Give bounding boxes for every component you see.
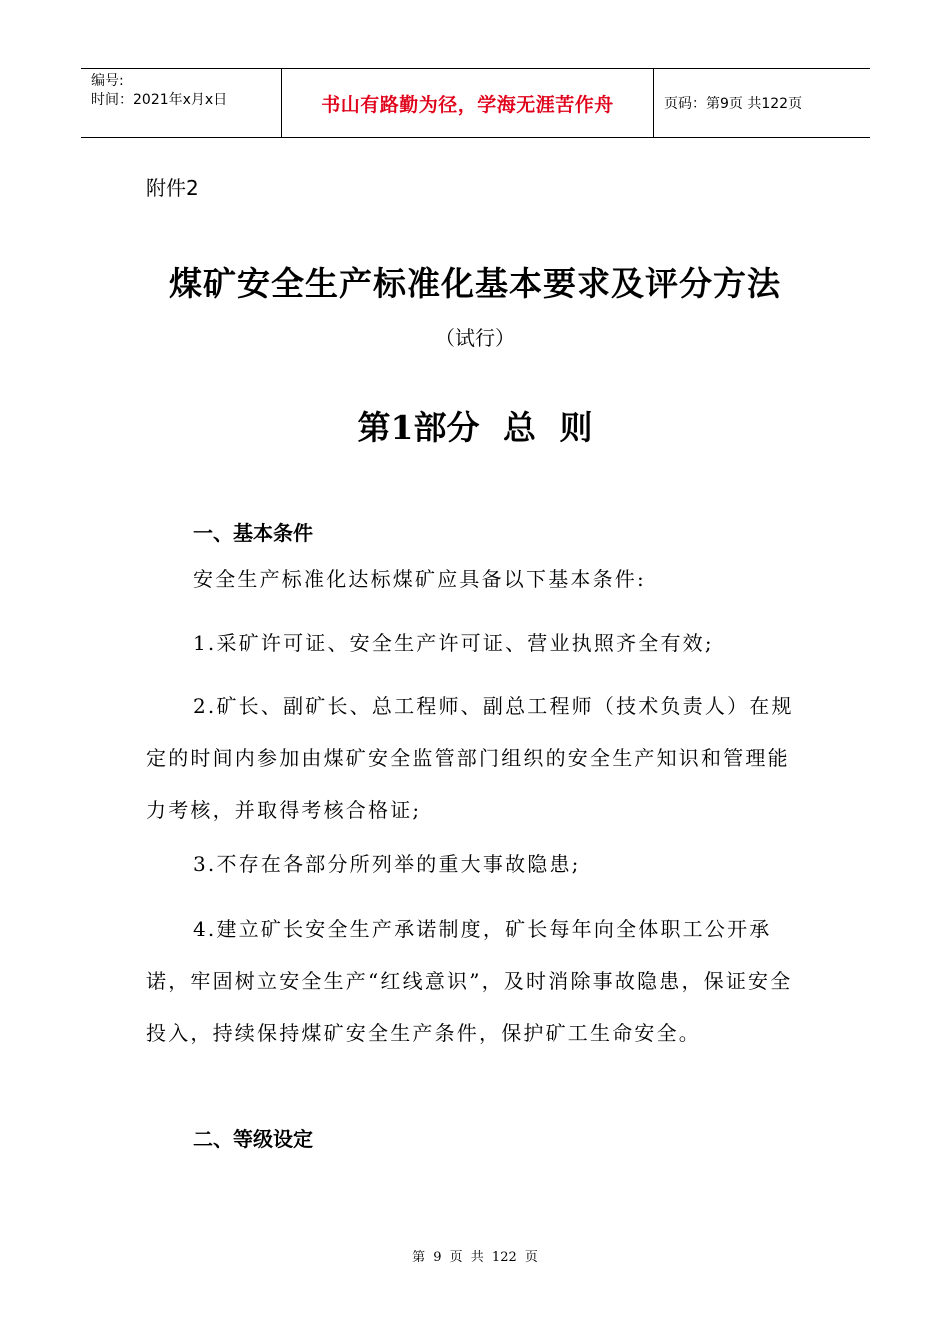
section-heading-grade-setting: 二、等级设定 xyxy=(193,1127,313,1151)
document-title: 煤矿安全生产标准化基本要求及评分方法 xyxy=(169,264,781,303)
part-title: 第1部分 总 则 xyxy=(357,408,593,447)
header-page-info: 页码：第9页 共122页 xyxy=(664,96,803,112)
number-label: 编号: xyxy=(91,73,124,89)
page-footer: 第 9 页 共 122 页 xyxy=(412,1250,538,1265)
time-label: 时间：2021年x月x日 xyxy=(91,92,228,108)
header-motto: 书山有路勤为径，学海无涯苦作舟 xyxy=(281,69,654,137)
section-heading-basic-conditions: 一、基本条件 xyxy=(193,521,313,545)
attachment-label: 附件2 xyxy=(146,176,199,200)
paragraph-item-4: 4.建立矿长安全生产承诺制度，矿长每年向全体职工公开承诺，牢固树立安全生产“红线意识”，及时消除事故隐患，保证安全投入，持续保持煤矿安全生产条件，保护矿工生命安全。 xyxy=(146,917,793,1045)
paragraph-intro: 安全生产标准化达标煤矿应具备以下基本条件: xyxy=(193,567,646,591)
page-header xyxy=(81,68,870,138)
paragraph-item-3: 3.不存在各部分所列举的重大事故隐患; xyxy=(193,852,581,876)
paragraph-item-2: 2.矿长、副矿长、总工程师、副总工程师（技术负责人）在规定的时间内参加由煤矿安全监管部门组织的安全生产知识和管理能力考核，并取得考核合格证; xyxy=(146,694,794,822)
paragraph-item-1: 1.采矿许可证、安全生产许可证、营业执照齐全有效; xyxy=(193,631,714,655)
document-subtitle: （试行） xyxy=(435,326,515,350)
header-meta xyxy=(81,69,281,137)
